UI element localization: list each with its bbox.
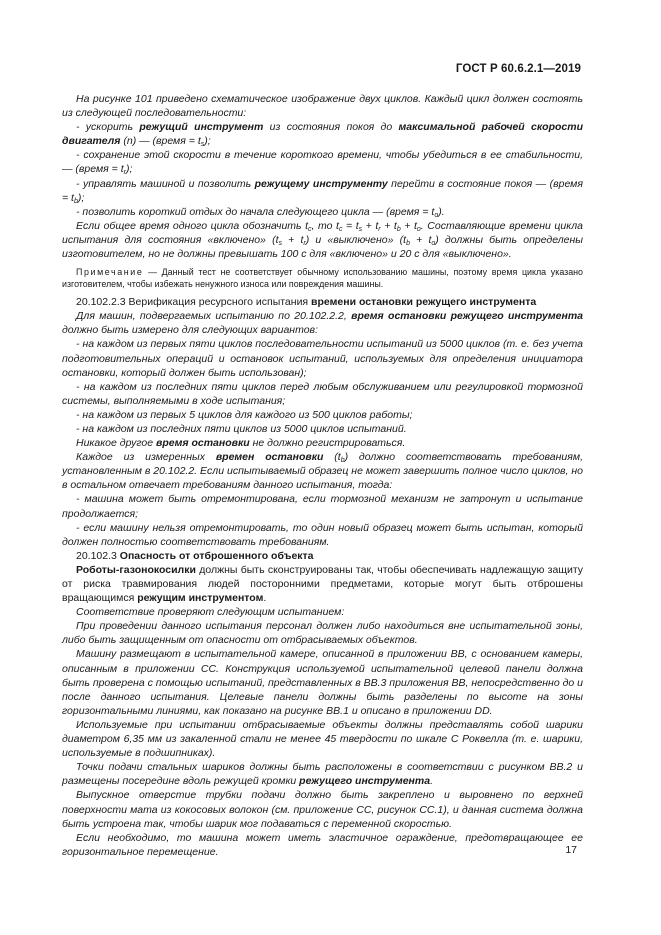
section-heading: 20.102.2.3 Верификация ресурсного испытания времени остановки режущего инструмента [76, 296, 537, 309]
list-item: - на каждом из последних пяти циклов перед любым обслуживанием или регулировкой тормозной системы, выполняемыми в ходе испытания; [62, 380, 583, 407]
paragraph: Роботы-газонокосилки должны быть сконструированы так, чтобы обеспечивать надлежащую защиту от риска травмирования людей посторонними предметами, которые могут быть отброшены вращающимся режущим инструментом. [62, 563, 583, 605]
paragraph: При проведении данного испытания персонал должен либо находиться вне испытательной зоны, либо быть защищенным от опасности от отбрасываемых объектов. [62, 620, 583, 647]
paragraph: Для машин, подвергаемых испытанию по 20.102.2.2, время остановки режущего инструмента должно быть измерено для следующих вариантов: [62, 310, 583, 337]
list-item: - управлять машиной и позволить режущему инструменту перейти в состояние покоя — (время = $t_b$); [62, 177, 583, 205]
paragraph: Машину размещают в испытательной камере, описанной в приложении ВВ, с основанием камеры, описанным в приложении СС. Конструкция используемой испытательной целевой панели должна быть проверена с помощью испытаний, представленных в ВВ.3 приложения ВВ, непосредственно до и после данного испытания. Целевые панели должны быть разделены по высоте на зоны горизонтальными линиями, как показано на рисунке ВВ.1 и описано в приложении DD. [62, 648, 583, 717]
note-label: Примечание [76, 267, 144, 278]
paragraph: Точки подачи стальных шариков должны быть расположены в соответствии с рисунком ВВ.2 и размещены посередине вдоль режущей кромки режущего инструмента. [62, 761, 583, 788]
list-item: - на каждом из первых 5 циклов для каждого из 500 циклов работы; [76, 408, 413, 421]
paragraph: Выпускное отверстие трубки подачи должно быть закреплено и выровнено по верхней поверхности мата из кокосовых волокон (см. приложение СС, рисунок СС.1), и данная система должна быть устроена так, чтобы шарик мог подаваться с переменной скоростью. [62, 789, 583, 830]
section-heading: 20.102.3 Опасность от отброшенного объекта [76, 549, 314, 562]
paragraph: Используемые при испытании отбрасываемые объекты должны представлять собой шарики диаметром 6,35 мм из закаленной стали не менее 45 твердости по шкале С Роквелла (т. е. шарики, используемые в подшипниках). [62, 718, 583, 760]
list-item: - сохранение этой скорости в течение короткого времени, чтобы убедиться в ее стабильности, — (время = $t_r$); [62, 149, 583, 177]
paragraph: Никакое другое время остановки не должно регистрироваться. [76, 437, 406, 450]
document-id: ГОСТ Р 60.6.2.1—2019 [455, 63, 581, 75]
list-item: - если машину нельзя отремонтировать, то один новый образец может быть испытан, который должен полностью соответствовать требованиям. [62, 521, 583, 548]
document-body [62, 92, 583, 859]
list-item: - ускорить режущий инструмент из состояния покоя до максимальной рабочей скорости двигателя (n) — (время = $t_s$); [62, 121, 584, 149]
page-number: 17 [565, 844, 577, 856]
paragraph: На рисунке 101 приведено схематическое изображение двух циклов. Каждый цикл должен состоять из следующей последовательности: [62, 93, 583, 120]
list-item: - на каждом из последних пяти циклов из 5000 циклов испытаний. [76, 422, 407, 435]
note: Примечание — Данный тест не соответствует обычному использованию машины, поэтому время цикла указано изготовителем, чтобы избежать ненужного износа или повреждения машины. [62, 267, 583, 290]
paragraph: Соответствие проверяют следующим испытанием: [76, 606, 345, 619]
list-item: - на каждом из первых пяти циклов последовательности испытаний из 5000 циклов (т. е. без учета подготовительных операций и остановок испытаний, используемых для определения инициатора остановки, который должен быть использован); [62, 338, 583, 379]
list-item: - позволить короткий отдых до начала следующего цикла — (время = $t_o$). [76, 205, 445, 219]
paragraph: Если общее время одного цикла обозначить $t_c$, то $t_c = t_s + t_r + t_b + t_o$. Составляющие времени цикла испытания для состояния «включено» $(t_s + t_r)$ и «выключено» $(t_b + t_o)$ должны быть определены изготовителем, но не должны превышать 100 с для «включено» и 20 с для «выключено». [62, 219, 583, 261]
list-item: - машина может быть отремонтирована, если тормозной механизм не затронут и испытание продолжается; [62, 493, 583, 520]
paragraph: Каждое из измеренных времен остановки $(t_b)$ должно соответствовать требованиям, установленным в 20.102.2. Если испытываемый образец не может завершить полное число циклов, но в остальном отвечает требованиям данного испытания, тогда: [62, 451, 583, 492]
paragraph: Если необходимо, то машина может иметь эластичное ограждение, предотвращающее ее горизонтальное перемещение. [62, 831, 583, 858]
